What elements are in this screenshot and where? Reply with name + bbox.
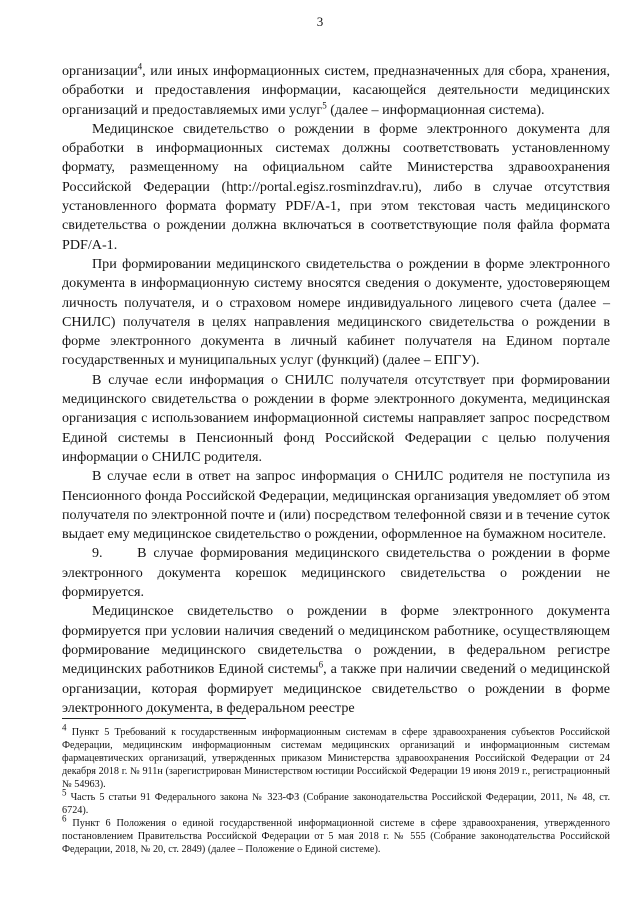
paragraph-1-middle: , или иных информационных систем, предназначенных для сбора, хранения, обработки и предоставления информации, касающейся деятельности медицинских организаций и предоставляемых ими услуг (62, 63, 610, 118)
footnote-4-number: 4 (62, 722, 67, 733)
footnote-5-text: Часть 5 статьи 91 Федерального закона № 323-ФЗ (Собрание законодательства Российской Федерации, 2011, № 48, ст. 6724). (62, 792, 610, 816)
paragraph-6-item-9: 9. В случае формирования медицинского свидетельства о рождении в форме электронного документа корешок медицинского свидетельства о рождении не формируется. (62, 545, 610, 601)
paragraph-1-start: организации (62, 63, 138, 79)
paragraph-7-start: Медицинское свидетельство о рождении в форме электронного документа формируется при условии наличия сведений о медицинском работнике, осуществляющем формирование медицинского свидетельства о рождении, в федеральном регистре медицинских работников Единой системы (62, 603, 610, 678)
paragraph-3: При формировании медицинского свидетельства о рождении в форме электронного документа в информационную систему вносятся сведения о документе, удостоверяющем личность получателя, и о страховом номере индивидуального лицевого счета (далее – СНИЛС) получателя в целях направления медицинского свидетельства о рождении в форме электронного документа в личный кабинет получателя на Едином портале государственных и муниципальных услуг (функций) (далее – ЕПГУ). (62, 255, 610, 369)
paragraph-5: В случае если в ответ на запрос информация о СНИЛС родителя не поступила из Пенсионного фонда Российской Федерации, медицинская организация уведомляет об этом получателя по электронной почте и (или) посредством телефонной связи и в течение суток выдает ему медицинское свидетельство о рождении, оформленное на бумажном носителе. (62, 468, 610, 543)
footnote-ref-4: 4 (137, 61, 143, 72)
paragraph-1 (62, 62, 610, 120)
footnote-5-number: 5 (62, 787, 67, 798)
body-text (62, 62, 610, 718)
paragraph-7 (62, 602, 610, 718)
footnote-ref-5: 5 (322, 99, 327, 110)
footnote-4-text: Пункт 5 Требований к государственным информационным системам в сфере здравоохранения субъектов Российской Федерации, медицинским информационным системам медицинских организаций и информационным системам фармацевтических организаций, утвержденных приказом Министерства здравоохранения Российской Федерации от 24 декабря 2018 г. № 911н (зарегистрирован Министерством юстиции Российской Федерации 19 июня 2019 г., регистрационный № 54963). (62, 727, 610, 790)
footnote-6-number: 6 (62, 813, 67, 824)
footnote-ref-6: 6 (318, 659, 324, 670)
footnote-6 (62, 813, 610, 856)
paragraph-7-end: , а также при наличии сведений о медицинской организации, которая формирует медицинское свидетельство о рождении в форме электронного документа, в федеральном реестре (62, 661, 611, 716)
footnote-5 (62, 787, 610, 817)
page-number: 3 (316, 14, 324, 29)
footnotes (62, 722, 610, 856)
footnote-4 (62, 722, 610, 791)
paragraph-1-end: (далее – информационная система). (326, 101, 545, 118)
footnote-6-text: Пункт 6 Положения о единой государственной информационной системе в сфере здравоохранения, утвержденного постановлением Правительства Российской Федерации от 5 мая 2018 г. № 555 (Собрание законодательства Российской Федерации, 2018, № 20, ст. 2849) (далее – Положение о Единой системе). (62, 818, 610, 855)
paragraph-2: Медицинское свидетельство о рождении в форме электронного документа для обработки в информационных системах должны соответствовать установленному формату, размещенному на официальном сайте Министерства здравоохранения Российской Федерации (http://portal.egisz.rosminzdrav.ru), либо в случае отсутствия установленного формата формату PDF/A-1, при этом текстовая часть медицинского свидетельства о рождении должна включаться в соответствующие поля файла формата PDF/A-1. (62, 120, 610, 253)
paragraph-4: В случае если информация о СНИЛС получателя отсутствует при формировании медицинского свидетельства о рождении в форме электронного документа, медицинская организация с использованием информационной системы направляет запрос посредством Единой системы в Пенсионный фонд Российской Федерации с целью получения информации о СНИЛС родителя. (62, 371, 610, 465)
footnote-divider (62, 718, 246, 719)
